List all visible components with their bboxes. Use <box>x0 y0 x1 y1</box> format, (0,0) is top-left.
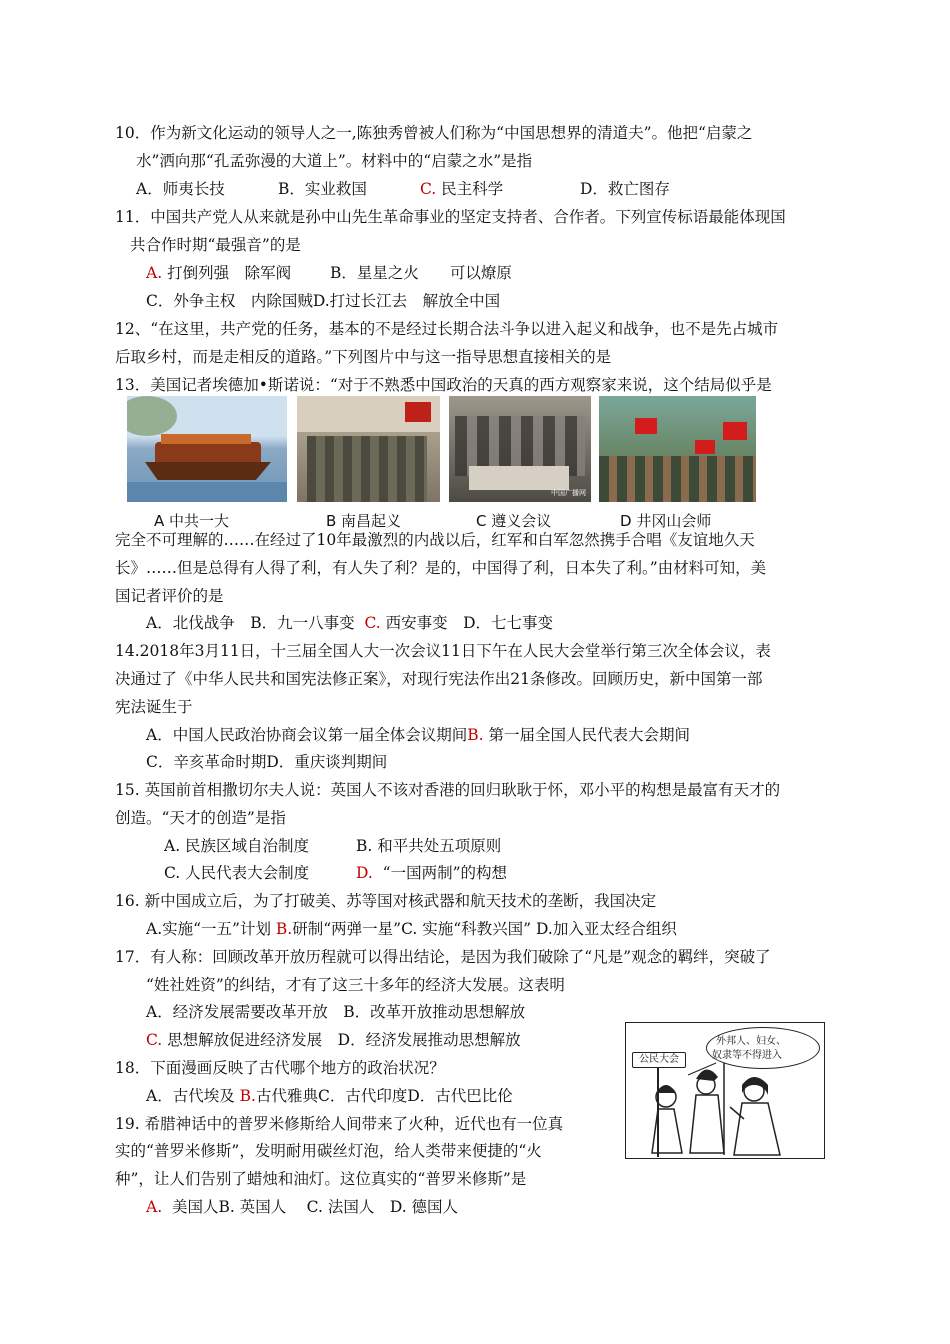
photo-red-boat <box>127 396 287 502</box>
q10-option-c <box>420 179 503 199</box>
q13-option-cd: 西安事变 D．七七事变 <box>385 614 554 632</box>
q11-answer-letter: A. <box>146 264 163 282</box>
q10-option-d: D．救亡图存 <box>580 180 670 198</box>
q17-option-cd-text: 思想解放促进经济发展 D．经济发展推动思想解放 <box>167 1031 521 1049</box>
q12-stem-line2: 后取乡村，而是走相反的道路。”下列图片中与这一指导思想直接相关的是 <box>115 348 612 366</box>
q19-option-rest: 美国人B. 英国人 C. 法国人 D. 德国人 <box>171 1198 459 1216</box>
q17-stem-line2: “姓社姓资”的纠结，才有了这三十多年的经济大发展。这表明 <box>146 976 565 994</box>
photo-caption-d: D 井冈山会师 <box>620 512 712 530</box>
athens-cartoon <box>625 1022 825 1159</box>
q14-stem-line2: 决通过了《中华人民共和国宪法修正案》，对现行宪法作出21条修改。回顾历史，新中国第一部 <box>115 670 763 688</box>
q14-answer-letter: B. <box>467 726 484 744</box>
q16-option-b-rest: 研制“两弹一星”C. 实施“科教兴国” D.加入亚太经合组织 <box>292 920 677 938</box>
q16-answer-letter: B. <box>275 920 293 938</box>
q13-answer-letter: C. <box>364 614 381 632</box>
q18-options <box>146 1086 513 1106</box>
photo-caption-b: B 南昌起义 <box>326 512 402 530</box>
q10-option-b: B．实业救国 <box>278 180 367 198</box>
q17-option-ab: A．经济发展需要改革开放 B．改革开放推动思想解放 <box>146 1003 526 1021</box>
photo-caption-c: C 遵义会议 <box>476 512 552 530</box>
q15-option-c: C. 人民代表大会制度 <box>164 864 310 882</box>
q15-option-d <box>356 863 507 883</box>
q11-stem-line1: 11．中国共产党人从来就是孙中山先生革命事业的坚定支持者、合作者。下列宣传标语最能体现国 <box>115 208 786 226</box>
q11-stem-line2: 共合作时期“最强音”的是 <box>130 236 301 254</box>
q19-stem-line1: 19. 希腊神话中的普罗米修斯给人间带来了火种，近代也有一位真 <box>115 1115 564 1133</box>
q15-option-b: B. 和平共处五项原则 <box>356 837 502 855</box>
cartoon-bubble-line2: 奴隶等不得进入 <box>712 1050 782 1061</box>
q11-option-b: B．星星之火 可以燎原 <box>330 264 512 282</box>
q17-answer-letter: C. <box>146 1031 163 1049</box>
photo-watermark: 中国广播网 <box>551 489 586 497</box>
q10-option-c-text: 民主科学 <box>441 180 504 198</box>
q19-options <box>146 1197 458 1217</box>
q10-option-a: A．师夷长技 <box>136 180 225 198</box>
q11-option-cd: C．外争主权 内除国贼D.打过长江去 解放全中国 <box>146 292 501 310</box>
q13-option-ab: A．北伐战争 B．九一八事变 <box>146 614 355 632</box>
cartoon-assembly-sign: 公民大会 <box>632 1052 686 1068</box>
q18-answer-letter: B. <box>239 1087 256 1105</box>
q17-stem-line1: 17．有人称：回顾改革开放历程就可以得出结论，是因为我们破除了“凡是”观念的羁绊，突破了 <box>115 948 771 966</box>
q15-answer-letter: D. <box>356 864 373 882</box>
q11-option-a <box>146 263 291 283</box>
q15-stem-line2: 创造。“天才的创造”是指 <box>115 809 286 827</box>
photo-zunyi-meeting <box>449 396 591 502</box>
q12-stem-line1: 12、“在这里，共产党的任务，基本的不是经过长期合法斗争以进入起义和战争，也不是先占城市 <box>115 320 779 338</box>
q13-stem-line1: 13．美国记者埃德加•斯诺说：“对于不熟悉中国政治的天真的西方观察家来说，这个结局似乎是 <box>115 376 772 394</box>
q14-option-cd: C．辛亥革命时期D．重庆谈判期间 <box>146 753 388 771</box>
q14-stem-line1: 14.2018年3月11日，十三届全国人大一次会议11日下午在人民大会堂举行第三次全体会议，表 <box>115 642 771 660</box>
q14-option-a: A．中国人民政治协商会议第一届全体会议期间 <box>146 726 468 744</box>
q17-option-cd <box>146 1030 521 1050</box>
photo-nanchang-uprising <box>297 396 440 502</box>
q11-option-a-text: 打倒列强 除军阀 <box>167 264 292 282</box>
q16-stem-line1: 16. 新中国成立后，为了打破美、苏等国对核武器和航天技术的垄断，我国决定 <box>115 892 657 910</box>
q13-stem-line2: 完全不可理解的……在经过了10年最激烈的内战以后，红军和白军忽然携手合唱《友谊地久天 <box>115 531 755 549</box>
q14-option-ab <box>146 725 690 745</box>
q13-options <box>146 613 553 633</box>
q13-stem-line4: 国记者评价的是 <box>115 587 224 605</box>
q14-stem-line3: 宪法诞生于 <box>115 698 193 716</box>
q18-stem-line1: 18．下面漫画反映了古代哪个地方的政治状况？ <box>115 1059 445 1077</box>
q19-stem-line2: 实的“普罗米修斯”，发明耐用碳丝灯泡，给人类带来便捷的“火 <box>115 1142 542 1160</box>
q13-stem-line3: 长》……但是总得有人得了利，有人失了利？是的，中国得了利，日本失了利。”由材料可知，美 <box>115 559 767 577</box>
q10-stem-line1: 10．作为新文化运动的领导人之一,陈独秀曾被人们称为“中国思想界的清道夫”。他把“启蒙之 <box>115 124 753 142</box>
cartoon-bubble-line1: 外邦人、妇女、 <box>716 1036 786 1047</box>
q16-option-a: A.实施“一五”计划 <box>146 920 271 938</box>
q18-option-a: A．古代埃及 <box>146 1087 235 1105</box>
cartoon-figures <box>626 1023 824 1158</box>
photo-jinggangshan <box>599 396 756 502</box>
q14-option-b-text: 第一届全国人民代表大会期间 <box>488 726 690 744</box>
q15-option-d-text: “一国两制”的构想 <box>382 864 508 882</box>
q15-stem-line1: 15. 英国前首相撒切尔夫人说：英国人不该对香港的回归耿耿于怀，邓小平的构想是最富有天才的 <box>115 781 781 799</box>
photo-caption-a: A 中共一大 <box>154 512 230 530</box>
q15-option-a: A. 民族区域自治制度 <box>164 837 310 855</box>
q16-options <box>146 919 677 939</box>
q19-stem-line3: 种”，让人们告别了蜡烛和油灯。这位真实的“普罗米修斯”是 <box>115 1170 527 1188</box>
q10-answer-letter: C. <box>420 180 437 198</box>
q10-stem-line2: 水”洒向那“孔孟弥漫的大道上”。材料中的“启蒙之水”是指 <box>136 152 533 170</box>
q18-option-b-rest: 古代雅典C．古代印度D．古代巴比伦 <box>255 1087 513 1105</box>
q19-answer-letter: A. <box>146 1198 163 1216</box>
